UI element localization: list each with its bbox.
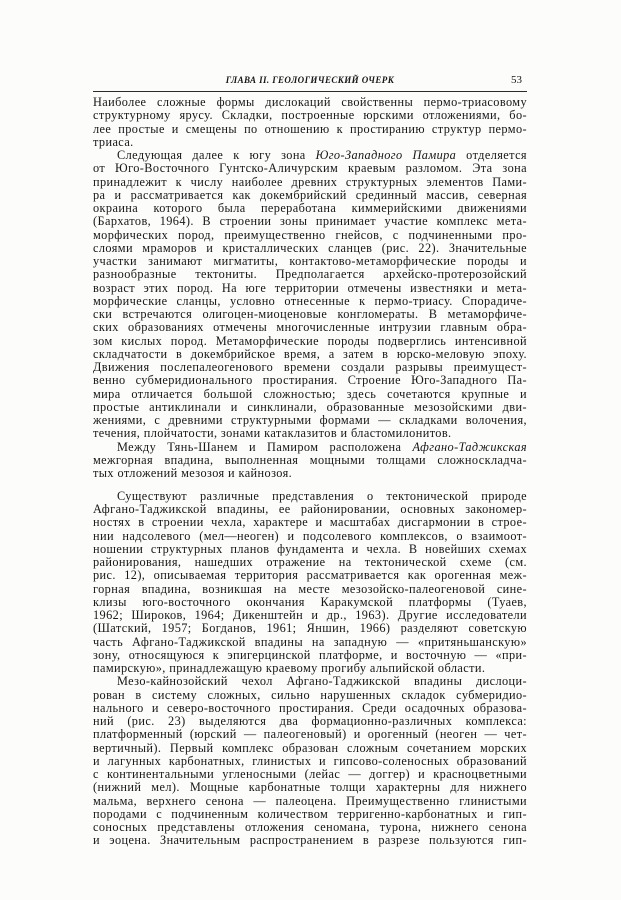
- text-line: возраст этих пород. На юге территории отмечены известняки и мета-: [93, 280, 527, 295]
- text-line: морфических пород, преимущественно гнейсов, с подчиненными про-: [93, 227, 527, 242]
- text-line: мальма, верхнего сенона — палеоцена. Преимущественно глинистыми: [93, 793, 527, 808]
- text-line: Наиболее сложные формы дислокаций свойственны пермо-триасовому: [93, 95, 527, 109]
- text-line: рис. 12), описываемая территория рассматривается как орогенная меж-: [93, 568, 527, 583]
- emphasized-text: Юго-Западного Памира: [315, 148, 457, 162]
- text-line: структурному ярусу. Складки, построенные юрскими отложениями, бо-: [93, 108, 527, 123]
- text-line: ских образованиях отмечены многочисленные интрузии главным обра-: [93, 320, 527, 335]
- text-line: горная впадина, возникшая на месте мезозойско-палеогеновой сине-: [93, 581, 527, 596]
- text-line: (нижний мел). Мощные карбонатные толщи характерны для нижнего: [93, 780, 527, 795]
- text-run: Между Тянь-Шанем и Памиром расположена: [117, 439, 413, 454]
- text-line: (Бархатов, 1964). В строении зоны принимает участие комплекс мета-: [93, 214, 527, 229]
- running-title: ГЛАВА II. ГЕОЛОГИЧЕСКИЙ ОЧЕРК: [225, 75, 395, 85]
- text-line: ностях в строении чехла, характере и масштабах дисгармонии в строе-: [93, 515, 527, 530]
- text-line: клизы юго-восточного окончания Каракумской платформы (Туаев,: [93, 594, 527, 609]
- text-line: Существуют различные представления о тектонической природе: [117, 488, 527, 503]
- text-line: от Юго-Восточного Гунтско-Аличурским краевым разломом. Эта зона: [93, 161, 527, 176]
- text-line: районирования, нашедших отражение на тектонической схеме (см.: [93, 555, 527, 569]
- text-line: зом кислых пород. Метаморфические породы подверглись интенсивной: [93, 333, 527, 348]
- text-line: памирскую», принадлежащую краевому прогибу альпийской области.: [93, 661, 486, 675]
- emphasized-text: Афгано-Таджикская: [412, 439, 527, 454]
- paragraph: [93, 441, 527, 481]
- text-line: жениями, с древними структурными формами — складками волочения,: [93, 413, 527, 427]
- text-line: [93, 441, 527, 454]
- text-line: породами с подчиненным количеством терригенно-карбонатных и гип-: [93, 806, 527, 821]
- text-line: рован в систему сложных, сильно нарушенных складок субмеридио-: [93, 687, 527, 702]
- text-run: отделяется: [456, 148, 527, 162]
- text-line: течения, плойчатости, зонами катаклазитов и бластомилонитов.: [93, 426, 452, 441]
- text-line: морфические сланцы, условно отнесенные к пермо-триасу. Спорадиче-: [93, 293, 527, 308]
- text-line: вертичный). Первый комплекс образован сложным сочетанием морских: [93, 740, 527, 755]
- text-line: межгорная впадина, выполненная мощными толщами сложноскладча-: [93, 452, 527, 467]
- body-text: [93, 96, 527, 848]
- text-line: с континентальными угленосными (лейас — доггер) и красноцветными: [93, 767, 527, 781]
- text-line: лее простые и смещены по отношению к простиранию структур пермо-: [93, 121, 527, 136]
- paragraph: [93, 149, 527, 441]
- paragraph: [93, 96, 527, 149]
- paragraph: [93, 490, 527, 676]
- text-line: Движения послепалеогенового времени создали разрывы преимущест-: [93, 360, 527, 374]
- text-line: часть Афгано-Таджикской впадины на западную — «притяньшанскую»: [93, 634, 527, 649]
- text-line: принадлежит к числу наиболее древних структурных элементов Пами-: [93, 174, 527, 189]
- text-line: нального и северо-восточного простирания. Среди осадочных образова-: [93, 700, 527, 715]
- text-line: Мезо-кайнозойский чехол Афгано-Таджикской впадины дислоци-: [117, 674, 527, 689]
- text-line: ски встречаются олигоцен-миоценовые конгломераты. В метаморфиче-: [93, 307, 527, 321]
- text-line: и эоцена. Значительным распространением в разрезе пользуются гип-: [93, 833, 527, 848]
- text-line: окраина которого была переработана киммерийскими движениями: [93, 201, 527, 215]
- text-line: слоями мраморов и кристаллических сланцев (рис. 22). Значительные: [93, 240, 527, 255]
- text-line: ра и рассматривается как докембрийский срединный массив, северная: [93, 187, 527, 202]
- text-line: мира отличается большой сложностью; здесь сочетаются крупные и: [93, 386, 527, 401]
- text-line: простые антиклинали и синклинали, образованные мезозойскими дви-: [93, 399, 527, 414]
- text-line: Афгано-Таджикской впадины, ее районировании, основных закономер-: [93, 502, 527, 516]
- text-line: участки занимают мигматиты, контактово-метаморфические породы и: [93, 254, 527, 268]
- paragraph: [93, 675, 527, 847]
- running-head: [93, 73, 527, 87]
- text-line: тых отложений мезозоя и кайнозоя.: [93, 466, 293, 480]
- text-line: ношении структурных планов фундамента и чехла. В новейших схемах: [93, 541, 527, 556]
- text-line: венно субмеридионального простирания. Строение Юго-Западного Па-: [93, 373, 527, 388]
- text-line: и лагунных карбонатных, глинистых и гипсово-соленосных образований: [93, 753, 527, 768]
- text-line: нии надсолевого (мел—неоген) и подсолевого комплексов, о взаимоот-: [93, 528, 527, 543]
- text-line: (Шатский, 1957; Богданов, 1961; Яншин, 1966) разделяют советскую: [93, 621, 527, 636]
- text-line: зону, относящуюся к эпигерцинской платформе, и восточную — «при-: [93, 647, 527, 662]
- text-line: [93, 149, 527, 162]
- text-line: 1962; Широков, 1964; Дикенштейн и др., 1963). Другие исследователи: [93, 608, 527, 622]
- text-run: Следующая далее к югу зона: [117, 148, 316, 162]
- text-line: разнообразные тектониты. Предполагается архейско-протерозойский: [93, 267, 527, 282]
- page-number: 53: [511, 74, 522, 86]
- text-line: ний (рис. 23) выделяются два формационно-различных комплекса:: [93, 714, 527, 728]
- text-line: соносных представлены отложения сеномана, турона, нижнего сенона: [93, 820, 527, 834]
- text-line: триаса.: [93, 134, 134, 149]
- text-line: складчатости в докембрийское время, а затем в юрско-меловую эпоху.: [93, 346, 527, 361]
- header-rule: [93, 91, 527, 92]
- text-line: платформенный (юрский — палеогеновый) и орогенный (неоген — чет-: [93, 727, 527, 742]
